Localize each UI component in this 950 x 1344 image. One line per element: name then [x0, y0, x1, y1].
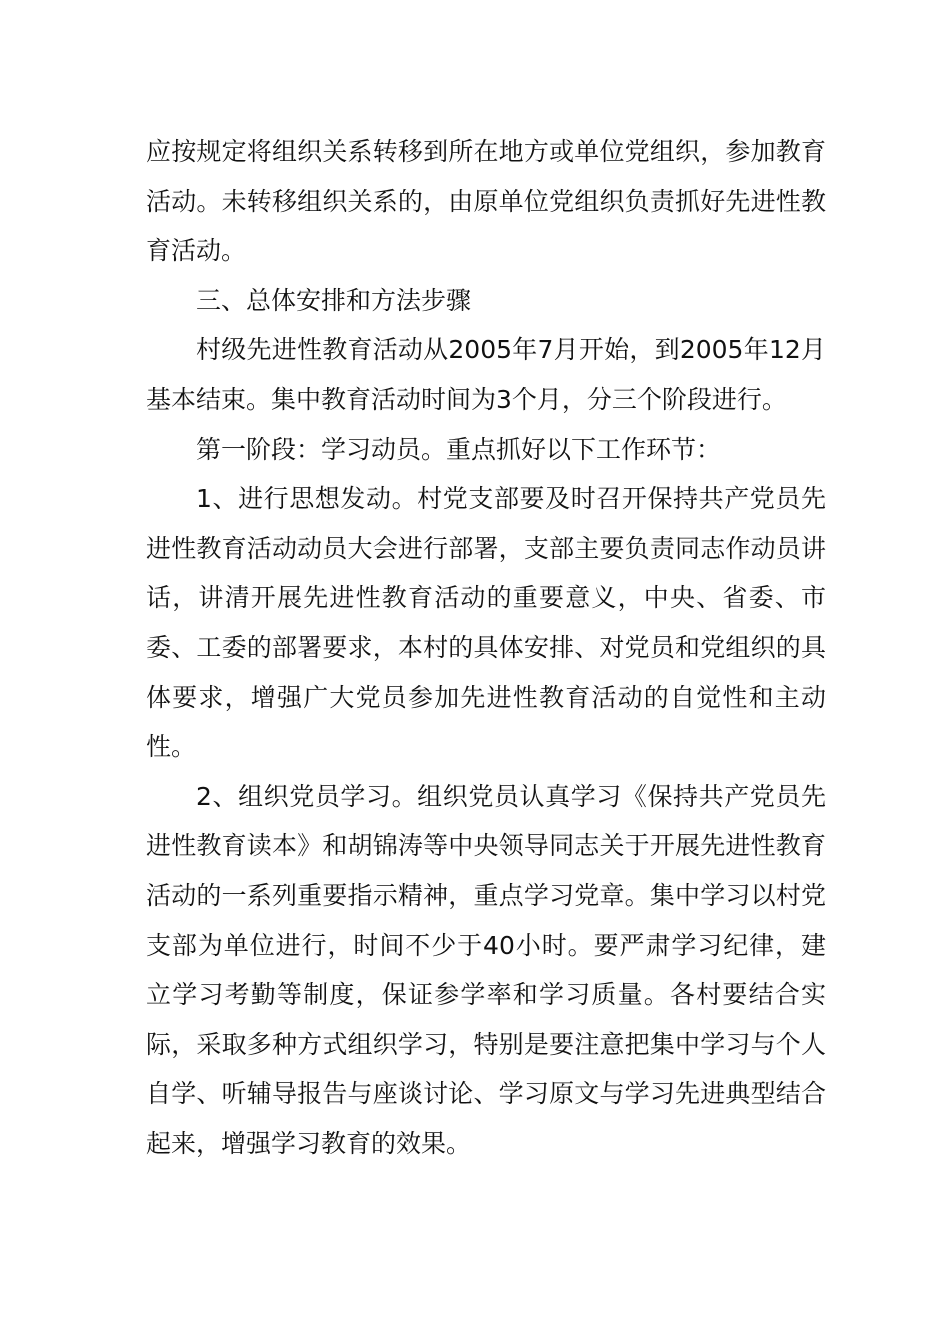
document-body: [146, 127, 826, 1168]
section-heading: 三、总体安排和方法步骤: [196, 285, 472, 315]
stage-heading: 第一阶段：学习动员。重点抓好以下工作环节：: [196, 434, 722, 464]
paragraph-item-2: 2、组织党员学习。组织党员认真学习《保持共产党员先进性教育读本》和胡锦涛等中央领导同志关于开展先进性教育活动的一系列重要指示精神，重点学习党章。集中学习以村党支部为单位进行，时间不少于40小时。要严肃学习纪律，建立学习考勤等制度，保证参学率和学习质量。各村要结合实际，采取多种方式组织学习，特别是要注意把集中学习与个人自学、听辅导报告与座谈讨论、学习原文与学习先进典型结合起来，增强学习教育的效果。: [146, 781, 826, 1158]
paragraph-item-1: 1、进行思想发动。村党支部要及时召开保持共产党员先进性教育活动动员大会进行部署，支部主要负责同志作动员讲话，讲清开展先进性教育活动的重要意义，中央、省委、市委、工委的部署要求，本村的具体安排、对党员和党组织的具体要求，增强广大党员参加先进性教育活动的自觉性和主动性。: [146, 484, 826, 762]
paragraph-continuation: 应按规定将组织关系转移到所在地方或单位党组织，参加教育活动。未转移组织关系的，由原单位党组织负责抓好先进性教育活动。: [146, 137, 826, 266]
paragraph-schedule: 村级先进性教育活动从2005年7月开始，到2005年12月基本结束。集中教育活动时间为3个月，分三个阶段进行。: [146, 335, 826, 414]
